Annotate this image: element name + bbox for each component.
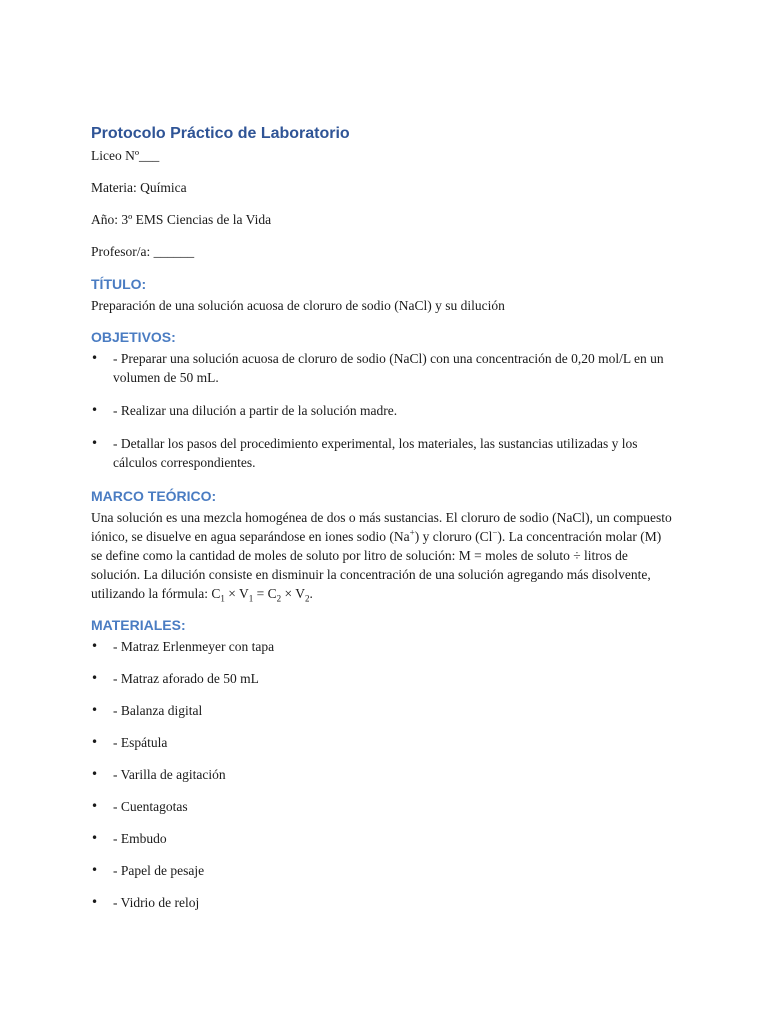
meta-profesor: Profesor/a: ______ xyxy=(91,244,195,259)
list-item-text: - Embudo xyxy=(113,831,167,846)
section-heading-titulo: TÍTULO: xyxy=(91,276,147,292)
list-item xyxy=(91,765,672,784)
list-item xyxy=(91,797,672,816)
marco-text-f: × V xyxy=(281,586,305,601)
list-item xyxy=(91,669,672,688)
list-item xyxy=(91,829,672,848)
sodium-charge: + xyxy=(409,527,415,538)
formula-sub-4: 2 xyxy=(304,593,310,604)
list-item-text: - Cuentagotas xyxy=(113,799,188,814)
list-item xyxy=(91,701,672,720)
bullet-icon: • xyxy=(91,767,99,781)
formula-sub-3: 2 xyxy=(276,593,282,604)
meta-ano: Año: 3º EMS Ciencias de la Vida xyxy=(91,212,272,227)
formula-sub-1: 1 xyxy=(220,593,225,604)
materiales-list xyxy=(91,637,672,912)
list-item-text: - Preparar una solución acuosa de cloruro de sodio (NaCl) con una concentración de 0,20 mol/L en un volumen de 50 mL. xyxy=(113,351,664,385)
meta-liceo: Liceo Nº___ xyxy=(91,148,160,163)
marco-text-g: . xyxy=(309,586,313,601)
bullet-icon: • xyxy=(91,703,99,717)
list-item-text: - Vidrio de reloj xyxy=(113,895,200,910)
section-heading-materiales: MATERIALES: xyxy=(91,617,186,633)
bullet-icon: • xyxy=(91,799,99,813)
section-heading-objetivos: OBJETIVOS: xyxy=(91,329,176,345)
list-item xyxy=(91,434,672,472)
marco-text-c: ). La concentración molar (M) se define como la cantidad de moles de soluto por litro de solución: M = moles de soluto ÷ litros de solución. La dilución consiste en disminuir la concentración de una solución agregando más disolvente, utilizando la fórmula: C xyxy=(91,529,662,601)
list-item xyxy=(91,861,672,880)
section-heading-marco-teorico: MARCO TEÓRICO: xyxy=(91,488,217,504)
chloride-charge: − xyxy=(492,527,498,538)
bullet-icon: • xyxy=(91,639,99,653)
list-item xyxy=(91,637,672,656)
bullet-icon: • xyxy=(91,895,99,909)
list-item-text: - Matraz aforado de 50 mL xyxy=(113,671,259,686)
list-item-text: - Matraz Erlenmeyer con tapa xyxy=(113,639,275,654)
formula-sub-2: 1 xyxy=(248,593,254,604)
bullet-icon: • xyxy=(91,671,99,685)
bullet-icon: • xyxy=(91,831,99,845)
list-item-text: - Espátula xyxy=(113,735,168,750)
marco-text-b: ) y cloruro (Cl xyxy=(414,529,493,544)
marco-teorico-text xyxy=(91,508,672,603)
list-item-text: - Realizar una dilución a partir de la solución madre. xyxy=(113,403,398,418)
bullet-icon: • xyxy=(91,735,99,749)
meta-materia: Materia: Química xyxy=(91,180,187,195)
document-title: Protocolo Práctico de Laboratorio xyxy=(91,125,350,142)
list-item xyxy=(91,733,672,752)
marco-text-e: = C xyxy=(253,586,277,601)
list-item xyxy=(91,893,672,912)
list-item-text: - Varilla de agitación xyxy=(113,767,226,782)
list-item-text: - Papel de pesaje xyxy=(113,863,205,878)
titulo-text: Preparación de una solución acuosa de cloruro de sodio (NaCl) y su dilución xyxy=(91,298,505,313)
bullet-icon: • xyxy=(91,351,99,365)
bullet-icon: • xyxy=(91,863,99,877)
bullet-icon: • xyxy=(91,403,99,417)
list-item xyxy=(91,349,672,387)
list-item-text: - Balanza digital xyxy=(113,703,203,718)
marco-text-d: × V xyxy=(224,586,249,601)
bullet-icon: • xyxy=(91,436,99,450)
list-item xyxy=(91,401,672,420)
list-item-text: - Detallar los pasos del procedimiento experimental, los materiales, las sustancias utilizadas y los cálculos correspondientes. xyxy=(113,436,638,470)
marco-text-a: Una solución es una mezcla homogénea de dos o más sustancias. El cloruro de sodio (NaCl), un compuesto iónico, se disuelve en agua separándose en iones sodio (Na xyxy=(91,510,672,544)
objetivos-list xyxy=(91,349,672,472)
